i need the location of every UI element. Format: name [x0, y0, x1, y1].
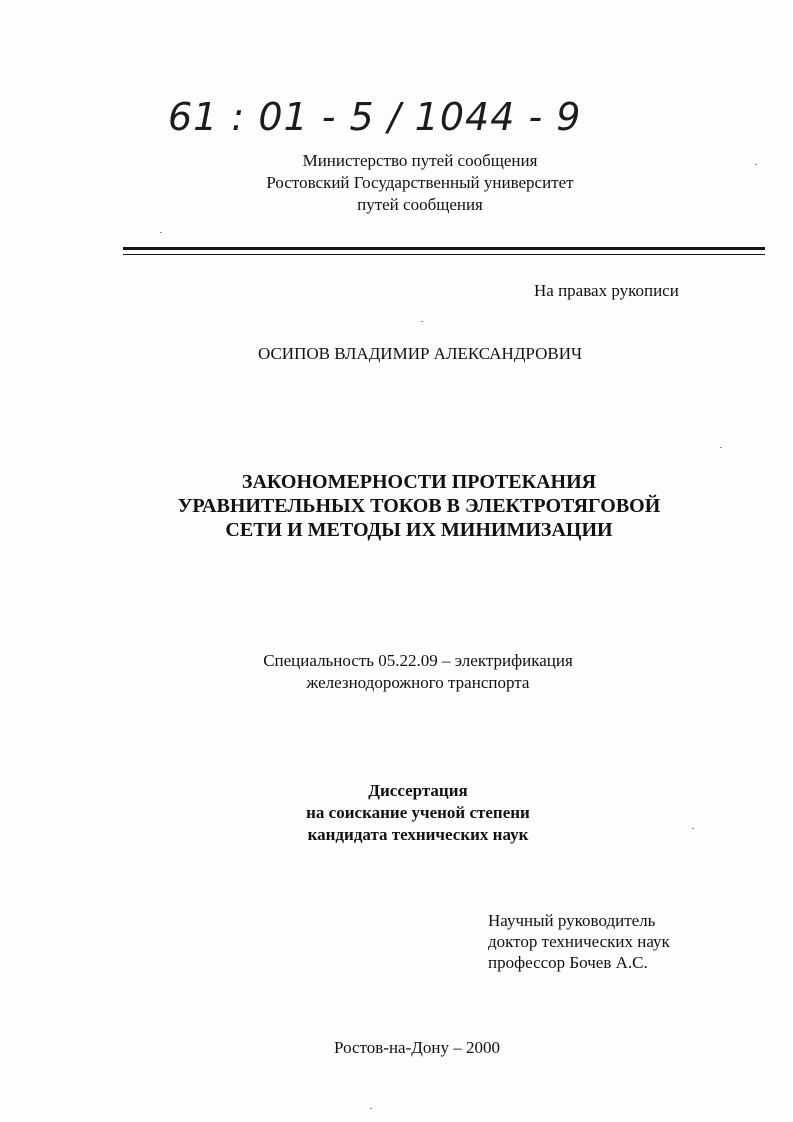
supervisor-degree: доктор технических наук [488, 932, 670, 951]
title-line-3: СЕТИ И МЕТОДЫ ИХ МИНИМИЗАЦИИ [225, 519, 613, 541]
scan-speck [421, 321, 423, 322]
degree-line-2: на соискание ученой степени [306, 803, 530, 822]
supervisor-block [488, 910, 670, 973]
degree-line-1: Диссертация [368, 781, 468, 800]
title-line-1: ЗАКОНОМЕРНОСТИ ПРОТЕКАНИЯ [241, 471, 597, 493]
university-name-continued: путей сообщения [357, 195, 483, 214]
scan-speck [692, 828, 694, 829]
supervisor-role: Научный руководитель [488, 911, 656, 930]
dissertation-title [0, 470, 793, 542]
specialty-line-1: Специальность 05.22.09 – электрификация [263, 651, 573, 670]
title-line-2: УРАВНИТЕЛЬНЫХ ТОКОВ В ЭЛЕКТРОТЯГОВОЙ [177, 495, 661, 517]
degree-line-3: кандидата технических наук [307, 825, 529, 844]
supervisor-name: профессор Бочев А.С. [488, 953, 648, 972]
handwritten-archive-code [168, 92, 582, 142]
university-name: Ростовский Государственный университет [266, 173, 574, 192]
divider-thin-line [123, 254, 765, 255]
author-name: ОСИПОВ ВЛАДИМИР АЛЕКСАНДРОВИЧ [257, 344, 583, 363]
manuscript-rights-note: На правах рукописи [534, 281, 679, 300]
place-and-year: Ростов-на-Дону – 2000 [334, 1038, 500, 1057]
institution-header [0, 150, 793, 216]
specialty-line-2: железнодорожного транспорта [306, 673, 530, 692]
scan-speck [755, 164, 757, 165]
scan-speck [160, 232, 162, 233]
divider-thick-line [123, 247, 765, 250]
degree-statement [0, 780, 793, 846]
specialty-block [0, 650, 793, 694]
header-divider [123, 247, 765, 255]
scan-speck [370, 1108, 372, 1109]
handwritten-code-text: 61 : 01 - 5 / 1044 - 9 [168, 95, 582, 139]
handwritten-code-graphic [168, 92, 582, 142]
ministry-name: Министерство путей сообщения [302, 151, 538, 170]
scan-speck [720, 447, 722, 448]
